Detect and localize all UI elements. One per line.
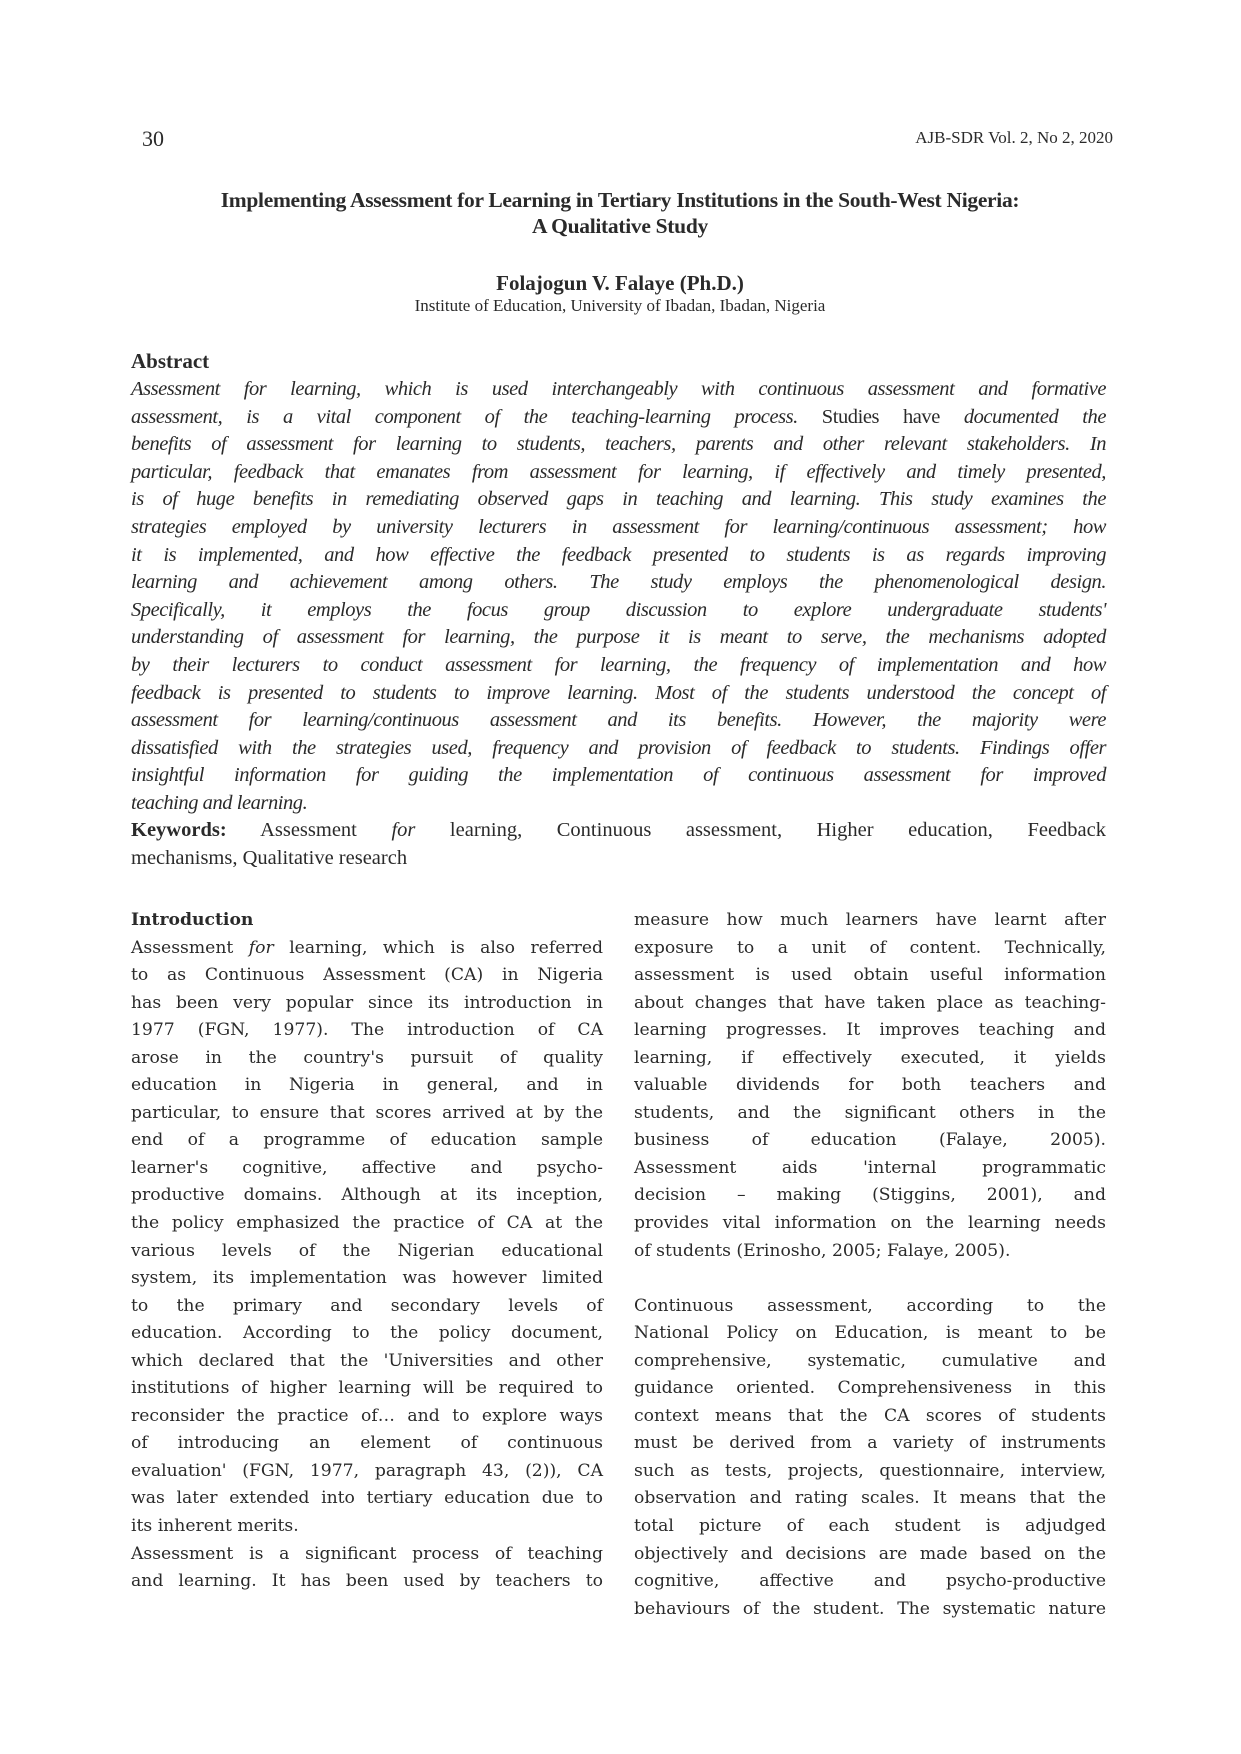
body-line: the policy emphasized the practice of CA at the <box>131 1213 603 1234</box>
abstract-line: feedback is presented to students to improve learning. Most of the students understood the concept of <box>131 681 1106 704</box>
body-line: 1977 (FGN, 1977). The introduction of CA <box>131 1020 603 1041</box>
body-line: of students (Erinosho, 2005; Falaye, 2005). <box>634 1240 1011 1261</box>
body-line: learning, if effectively executed, it yields <box>634 1047 1106 1068</box>
introduction-heading: Introduction <box>131 910 254 930</box>
body-line: education. According to the policy document, <box>131 1323 603 1344</box>
body-line: context means that the CA scores of students <box>634 1405 1106 1426</box>
body-line: its inherent merits. <box>131 1516 299 1537</box>
body-line: guidance oriented. Comprehensiveness in this <box>634 1378 1106 1399</box>
paper-title <box>120 187 1120 239</box>
body-line: evaluation' (FGN, 1977, paragraph 43, (2)), CA <box>131 1460 603 1481</box>
body-line: learner's cognitive, affective and psycho- <box>131 1157 603 1178</box>
abstract-line: benefits of assessment for learning to students, teachers, parents and other relevant stakeholders. In <box>131 433 1106 456</box>
body-line: particular, to ensure that scores arrived at by the <box>131 1102 603 1123</box>
body-line: decision – making (Stiggins, 2001), and <box>634 1185 1106 1206</box>
body-line: must be derived from a variety of instruments <box>634 1433 1106 1454</box>
body-line: students, and the significant others in the <box>634 1102 1106 1123</box>
abstract-line: understanding of assessment for learning, the purpose it is meant to serve, the mechanisms adopted <box>131 626 1106 649</box>
body-line: end of a programme of education sample <box>131 1130 603 1151</box>
body-line: to the primary and secondary levels of <box>131 1295 603 1316</box>
body-line: valuable dividends for both teachers and <box>634 1075 1106 1096</box>
body-line: institutions of higher learning will be required to <box>131 1378 603 1399</box>
body-line: measure how much learners have learnt after <box>634 910 1106 930</box>
abstract-line: it is implemented, and how effective the feedback presented to students is as regards improving <box>131 543 1106 566</box>
body-line: Assessment for learning, which is also referred <box>131 937 603 958</box>
body-line: of introducing an element of continuous <box>131 1433 603 1454</box>
abstract-heading: Abstract <box>131 349 210 373</box>
keywords <box>131 817 1106 872</box>
body-line: and learning. It has been used by teachers to <box>131 1571 603 1592</box>
abstract-line: teaching and learning. <box>131 791 308 814</box>
body-line: productive domains. Although at its inception, <box>131 1185 603 1206</box>
author-affiliation: Institute of Education, University of Ibadan, Ibadan, Nigeria <box>414 296 826 315</box>
body-line: various levels of the Nigerian educational <box>131 1240 603 1261</box>
body-line: provides vital information on the learning needs <box>634 1213 1106 1234</box>
abstract-line: is of huge benefits in remediating observed gaps in teaching and learning. This study examines the <box>131 488 1106 511</box>
abstract-line: learning and achievement among others. The study employs the phenomenological design. <box>131 571 1106 594</box>
body-line: assessment is used obtain useful information <box>634 965 1106 986</box>
body-line: observation and rating scales. It means that the <box>634 1488 1106 1509</box>
abstract-line: strategies employed by university lecturers in assessment for learning/continuous assessment; how <box>131 515 1106 538</box>
abstract-line: Assessment for learning, which is used interchangeably with continuous assessment and formative <box>131 378 1106 400</box>
body-line: total picture of each student is adjudged <box>634 1516 1106 1537</box>
body-line: has been very popular since its introduction in <box>131 992 603 1013</box>
abstract-upright-text: Studies have <box>821 405 940 428</box>
keywords-line: mechanisms, Qualitative research <box>131 846 408 869</box>
journal-citation: AJB-SDR Vol. 2, No 2, 2020 <box>915 128 1113 147</box>
body-line: which declared that the 'Universities and other <box>131 1350 603 1371</box>
body-line: comprehensive, systematic, cumulative and <box>634 1350 1106 1371</box>
author-name: Folajogun V. Falaye (Ph.D.) <box>496 271 744 295</box>
title-line-2: A Qualitative Study <box>532 214 708 238</box>
right-column <box>634 907 1106 1623</box>
title-line-1: Implementing Assessment for Learning in Tertiary Institutions in the South-West Nigeria: <box>220 188 1020 212</box>
paragraph-gap <box>634 1265 1106 1293</box>
body-line: behaviours of the student. The systematic nature <box>634 1598 1106 1619</box>
body-line: National Policy on Education, is meant to be <box>634 1323 1106 1344</box>
body-line: arose in the country's pursuit of quality <box>131 1047 603 1068</box>
abstract-line: dissatisfied with the strategies used, frequency and provision of feedback to students. Findings offer <box>131 736 1106 759</box>
body-line: was later extended into tertiary education due to <box>131 1488 603 1509</box>
body-line: system, its implementation was however limited <box>131 1268 603 1289</box>
left-column <box>131 907 603 1596</box>
keywords-line: Keywords: Assessment for learning, Continuous assessment, Higher education, Feedback <box>131 819 1106 841</box>
keywords-label: Keywords: <box>131 819 227 841</box>
body-line: exposure to a unit of content. Technically, <box>634 937 1106 958</box>
body-line: Assessment is a significant process of teaching <box>131 1543 603 1564</box>
body-line: to as Continuous Assessment (CA) in Nigeria <box>131 965 603 986</box>
abstract-line: assessment for learning/continuous assessment and its benefits. However, the majority were <box>131 709 1106 732</box>
abstract-body <box>131 376 1106 818</box>
abstract-line: insightful information for guiding the implementation of continuous assessment for improved <box>131 764 1106 787</box>
body-line: objectively and decisions are made based on the <box>634 1543 1106 1564</box>
body-line: Continuous assessment, according to the <box>634 1295 1106 1316</box>
body-line: Assessment aids 'internal programmatic <box>634 1157 1106 1178</box>
body-line: such as tests, projects, questionnaire, interview, <box>634 1460 1106 1481</box>
body-line: business of education (Falaye, 2005). <box>634 1130 1106 1151</box>
body-line: cognitive, affective and psycho-productive <box>634 1571 1106 1592</box>
abstract-line: particular, feedback that emanates from assessment for learning, if effectively and timely presented, <box>131 460 1106 483</box>
page-number: 30 <box>142 126 164 151</box>
abstract-line: assessment, is a vital component of the teaching-learning process. Studies have documented the <box>131 405 1106 428</box>
abstract-line: by their lecturers to conduct assessment for learning, the frequency of implementation and how <box>131 653 1106 676</box>
body-line: reconsider the practice of… and to explore ways <box>131 1405 603 1426</box>
body-line: education in Nigeria in general, and in <box>131 1075 603 1096</box>
abstract-line: Specifically, it employs the focus group discussion to explore undergraduate students' <box>131 598 1106 621</box>
body-line: learning progresses. It improves teaching and <box>634 1020 1106 1041</box>
body-line: about changes that have taken place as teaching- <box>634 992 1106 1013</box>
